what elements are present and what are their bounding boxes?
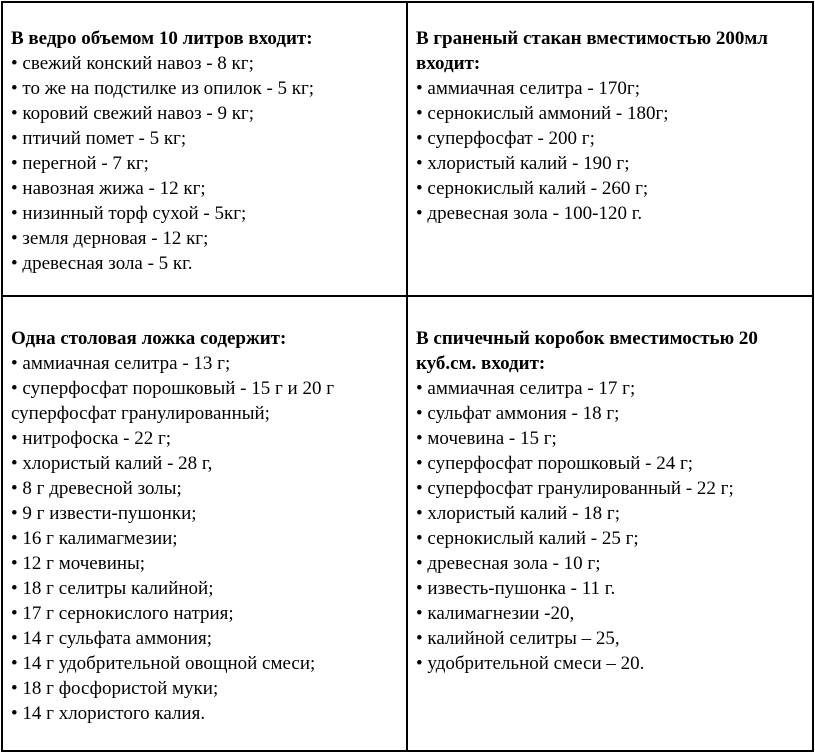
list-item xyxy=(416,101,806,126)
list-item xyxy=(416,576,806,601)
bullet-marker: • xyxy=(416,503,428,524)
list-item xyxy=(416,651,806,676)
item-text: перегной - 7 кг; xyxy=(22,153,149,174)
item-text: аммиачная селитра - 17 г; xyxy=(427,378,636,399)
bullet-marker: • xyxy=(11,253,23,274)
cell-tablespoon xyxy=(3,297,408,750)
bullet-marker: • xyxy=(416,428,428,449)
item-text: удобрительной смеси – 20. xyxy=(427,653,645,674)
item-text: 8 г древесной золы; xyxy=(22,478,182,499)
bullet-marker: • xyxy=(416,578,428,599)
item-text: 18 г фосфористой муки; xyxy=(22,678,219,699)
cell-items-glass xyxy=(416,76,806,226)
list-item xyxy=(11,101,400,126)
cell-items-bucket xyxy=(11,51,400,276)
bullet-marker: • xyxy=(11,553,23,574)
list-item xyxy=(416,601,806,626)
item-text: нитрофоска - 22 г; xyxy=(22,428,172,449)
item-text: земля дерновая - 12 кг; xyxy=(22,228,209,249)
cell-heading-bucket: В ведро объемом 10 литров входит: xyxy=(11,28,313,49)
cell-heading-glass: В граненый стакан вместимостью 200мл входит: xyxy=(416,28,768,74)
list-item xyxy=(11,601,400,626)
list-item xyxy=(416,151,806,176)
list-item xyxy=(416,526,806,551)
list-item xyxy=(11,576,400,601)
bullet-marker: • xyxy=(11,228,23,249)
bullet-marker: • xyxy=(11,703,23,724)
item-text: аммиачная селитра - 13 г; xyxy=(22,353,231,374)
item-text: известь-пушонка - 11 г. xyxy=(427,578,616,599)
list-item xyxy=(11,551,400,576)
item-text: 12 г мочевины; xyxy=(22,553,146,574)
bullet-marker: • xyxy=(416,378,428,399)
bullet-marker: • xyxy=(416,603,428,624)
item-text: хлористый калий - 18 г; xyxy=(427,503,620,524)
list-item xyxy=(416,451,806,476)
bullet-marker: • xyxy=(11,478,23,499)
item-text: 14 г удобрительной овощной смеси; xyxy=(22,653,316,674)
list-item xyxy=(416,626,806,651)
cell-heading-matchbox: В спичечный коробок вместимостью 20 куб.см. входит: xyxy=(416,328,758,374)
list-item xyxy=(416,501,806,526)
list-item xyxy=(416,551,806,576)
list-item xyxy=(11,476,400,501)
bullet-marker: • xyxy=(11,678,23,699)
cell-bucket-10l xyxy=(3,3,408,297)
bullet-marker: • xyxy=(11,353,23,374)
item-text: навозная жижа - 12 кг; xyxy=(22,178,206,199)
bullet-marker: • xyxy=(11,628,23,649)
item-text: 14 г хлористого калия. xyxy=(22,703,206,724)
bullet-marker: • xyxy=(11,503,23,524)
item-text: сульфат аммония - 18 г; xyxy=(427,403,620,424)
item-text: хлористый калий - 28 г, xyxy=(22,453,213,474)
item-text: калимагнезии -20, xyxy=(427,603,575,624)
bullet-marker: • xyxy=(11,528,23,549)
item-text: древесная зола - 10 г; xyxy=(427,553,601,574)
cell-glass-200ml xyxy=(408,3,812,297)
list-item xyxy=(11,651,400,676)
bullet-marker: • xyxy=(11,603,23,624)
item-text: суперфосфат гранулированный - 22 г; xyxy=(427,478,734,499)
bullet-marker: • xyxy=(416,528,428,549)
list-item xyxy=(11,251,400,276)
list-item xyxy=(11,226,400,251)
list-item xyxy=(11,376,400,426)
list-item xyxy=(11,501,400,526)
bullet-marker: • xyxy=(416,153,428,174)
item-text: низинный торф сухой - 5кг; xyxy=(22,203,247,224)
item-text: сернокислый калий - 25 г; xyxy=(427,528,639,549)
fertilizer-measures-table xyxy=(1,1,814,752)
bullet-marker: • xyxy=(11,78,23,99)
list-item xyxy=(11,676,400,701)
list-item xyxy=(11,151,400,176)
item-text: сернокислый аммоний - 180г; xyxy=(427,103,669,124)
list-item xyxy=(11,51,400,76)
cell-heading-tablespoon: Одна столовая ложка содержит: xyxy=(11,328,287,349)
item-text: суперфосфат - 200 г; xyxy=(427,128,595,149)
item-text: коровий свежий навоз - 9 кг; xyxy=(22,103,254,124)
list-item xyxy=(416,176,806,201)
bullet-marker: • xyxy=(416,553,428,574)
item-text: суперфосфат порошковый - 15 г и 20 г суперфосфат гранулированный; xyxy=(11,378,334,424)
item-text: суперфосфат порошковый - 24 г; xyxy=(427,453,694,474)
list-item xyxy=(11,701,400,726)
bullet-marker: • xyxy=(11,178,23,199)
list-item xyxy=(416,426,806,451)
bullet-marker: • xyxy=(416,653,428,674)
item-text: свежий конский навоз - 8 кг; xyxy=(22,53,254,74)
item-text: аммиачная селитра - 170г; xyxy=(427,78,640,99)
bullet-marker: • xyxy=(11,578,23,599)
list-item xyxy=(11,351,400,376)
list-item xyxy=(11,201,400,226)
bullet-marker: • xyxy=(416,178,428,199)
cell-items-matchbox xyxy=(416,376,806,676)
item-text: 14 г сульфата аммония; xyxy=(22,628,212,649)
list-item xyxy=(416,476,806,501)
list-item xyxy=(11,626,400,651)
item-text: 18 г селитры калийной; xyxy=(22,578,214,599)
list-item xyxy=(416,76,806,101)
item-text: древесная зола - 100-120 г. xyxy=(427,203,643,224)
bullet-marker: • xyxy=(11,203,23,224)
list-item xyxy=(416,201,806,226)
bullet-marker: • xyxy=(11,428,23,449)
bullet-marker: • xyxy=(11,378,23,399)
item-text: хлористый калий - 190 г; xyxy=(427,153,630,174)
list-item xyxy=(416,376,806,401)
item-text: древесная зола - 5 кг. xyxy=(22,253,193,274)
item-text: 16 г калимагмезии; xyxy=(22,528,178,549)
list-item xyxy=(11,451,400,476)
bullet-marker: • xyxy=(11,103,23,124)
cell-matchbox-20cc xyxy=(408,297,812,750)
item-text: 17 г сернокислого натрия; xyxy=(22,603,234,624)
bullet-marker: • xyxy=(416,203,428,224)
list-item xyxy=(11,526,400,551)
bullet-marker: • xyxy=(416,78,428,99)
item-text: мочевина - 15 г; xyxy=(427,428,557,449)
bullet-marker: • xyxy=(416,453,428,474)
bullet-marker: • xyxy=(11,453,23,474)
list-item xyxy=(11,426,400,451)
bullet-marker: • xyxy=(11,128,23,149)
item-text: то же на подстилке из опилок - 5 кг; xyxy=(22,78,315,99)
list-item xyxy=(11,76,400,101)
bullet-marker: • xyxy=(11,153,23,174)
cell-items-tablespoon xyxy=(11,351,400,726)
list-item xyxy=(11,176,400,201)
item-text: 9 г извести-пушонки; xyxy=(22,503,197,524)
bullet-marker: • xyxy=(416,478,428,499)
list-item xyxy=(416,401,806,426)
list-item xyxy=(416,126,806,151)
item-text: птичий помет - 5 кг; xyxy=(22,128,187,149)
item-text: сернокислый калий - 260 г; xyxy=(427,178,649,199)
bullet-marker: • xyxy=(416,128,428,149)
bullet-marker: • xyxy=(11,53,23,74)
list-item xyxy=(11,126,400,151)
bullet-marker: • xyxy=(416,103,428,124)
bullet-marker: • xyxy=(416,628,428,649)
bullet-marker: • xyxy=(11,653,23,674)
bullet-marker: • xyxy=(416,403,428,424)
item-text: калийной селитры – 25, xyxy=(427,628,620,649)
